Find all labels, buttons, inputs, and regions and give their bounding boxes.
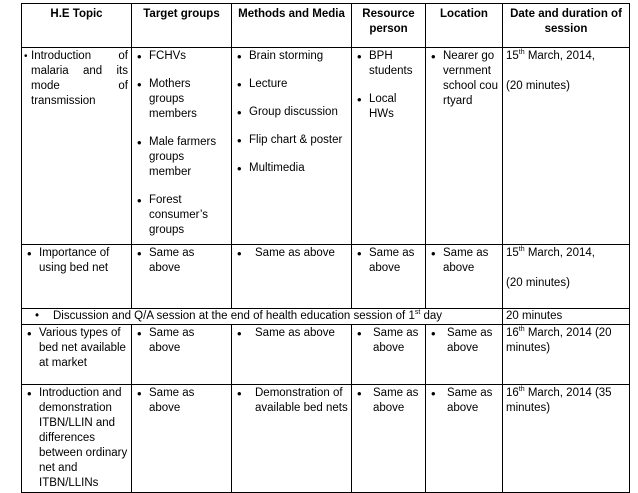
list-item: • Same as above xyxy=(235,246,348,261)
duration-text: (20 minutes) xyxy=(506,277,570,289)
table-row xyxy=(22,309,630,325)
header-date-duration: Date and duration of session xyxy=(503,4,630,48)
location-cell xyxy=(426,245,503,309)
date-text: 16th March, 2014 (35 minutes) xyxy=(506,386,612,414)
list-item: • Brain storming xyxy=(235,49,348,64)
list-item: • Same as above xyxy=(235,326,348,341)
list-item: • Forest consumer’s groups xyxy=(135,193,228,238)
header-row xyxy=(22,4,630,48)
list-item: • Same as above xyxy=(135,386,228,416)
header-topic: H.E Topic xyxy=(22,4,132,48)
list-item: • Same as above xyxy=(135,326,228,356)
topic-cell xyxy=(22,245,132,309)
list-item: • BPH students xyxy=(355,49,422,79)
topic-text: • Introduction and demonstration ITBN/LLIN and differences between ordinary net and ITBN/LLINs xyxy=(25,386,128,491)
location-cell xyxy=(426,385,503,493)
health-education-table xyxy=(21,3,630,493)
date-cell xyxy=(503,325,630,385)
topic-cell xyxy=(22,325,132,385)
topic-text: Introduction of malaria and its mode of transmission xyxy=(31,50,128,107)
topic-text: • Importance of using bed net xyxy=(25,246,128,276)
target-groups-cell xyxy=(132,48,232,245)
duration-text: (20 minutes) xyxy=(506,80,570,92)
list-item: • Same as above xyxy=(355,326,422,356)
list-item: • Multimedia xyxy=(235,161,348,176)
location-cell xyxy=(426,325,503,385)
discussion-cell xyxy=(22,309,503,325)
date-text: 15th March, 2014, xyxy=(506,246,595,259)
list-item: • Mothers groups members xyxy=(135,77,228,122)
header-target-groups: Target groups xyxy=(132,4,232,48)
duration-cell: 20 minutes xyxy=(503,309,630,325)
table-row xyxy=(22,325,630,385)
discussion-text: • Discussion and Q/A session at the end of health education session of 1st day xyxy=(35,309,443,322)
list-item: • Same as above xyxy=(429,386,499,416)
topic-cell xyxy=(22,385,132,493)
date-cell xyxy=(503,48,630,245)
resource-cell xyxy=(352,325,426,385)
target-groups-cell xyxy=(132,325,232,385)
list-item: • Nearer government school courtyard xyxy=(429,49,499,109)
header-resource-person: Resource person xyxy=(352,4,426,48)
methods-cell xyxy=(232,385,352,493)
list-item: • Same as above xyxy=(429,246,499,276)
date-cell xyxy=(503,245,630,309)
target-groups-cell xyxy=(132,245,232,309)
list-item: • Same as above xyxy=(355,246,422,276)
location-cell xyxy=(426,48,503,245)
list-item: • Same as above xyxy=(429,326,499,356)
target-groups-cell xyxy=(132,385,232,493)
resource-cell xyxy=(352,48,426,245)
list-item: • Same as above xyxy=(355,386,422,416)
table-row xyxy=(22,48,630,245)
list-item: • Demonstration of available bed nets xyxy=(235,386,348,416)
list-item: • Lecture xyxy=(235,77,348,92)
list-item: • FCHVs xyxy=(135,49,228,64)
methods-cell xyxy=(232,245,352,309)
methods-cell xyxy=(232,48,352,245)
resource-cell xyxy=(352,245,426,309)
resource-cell xyxy=(352,385,426,493)
methods-cell xyxy=(232,325,352,385)
date-cell xyxy=(503,385,630,493)
topic-cell: • Introduction of malaria and its mode of transmission xyxy=(22,48,132,245)
list-item: • Group discussion xyxy=(235,105,348,120)
date-text: 15th March, 2014, xyxy=(506,49,595,62)
list-item: • Flip chart & poster xyxy=(235,133,348,148)
topic-text: • Various types of bed net available at market xyxy=(25,326,128,371)
header-location: Location xyxy=(426,4,503,48)
list-item: • Same as above xyxy=(135,246,228,276)
table-row xyxy=(22,385,630,493)
header-methods-media: Methods and Media xyxy=(232,4,352,48)
table-row xyxy=(22,245,630,309)
list-item: • Male farmers groups member xyxy=(135,135,228,180)
list-item: • Local HWs xyxy=(355,92,422,122)
date-text: 16th March, 2014 (20 minutes) xyxy=(506,326,612,354)
